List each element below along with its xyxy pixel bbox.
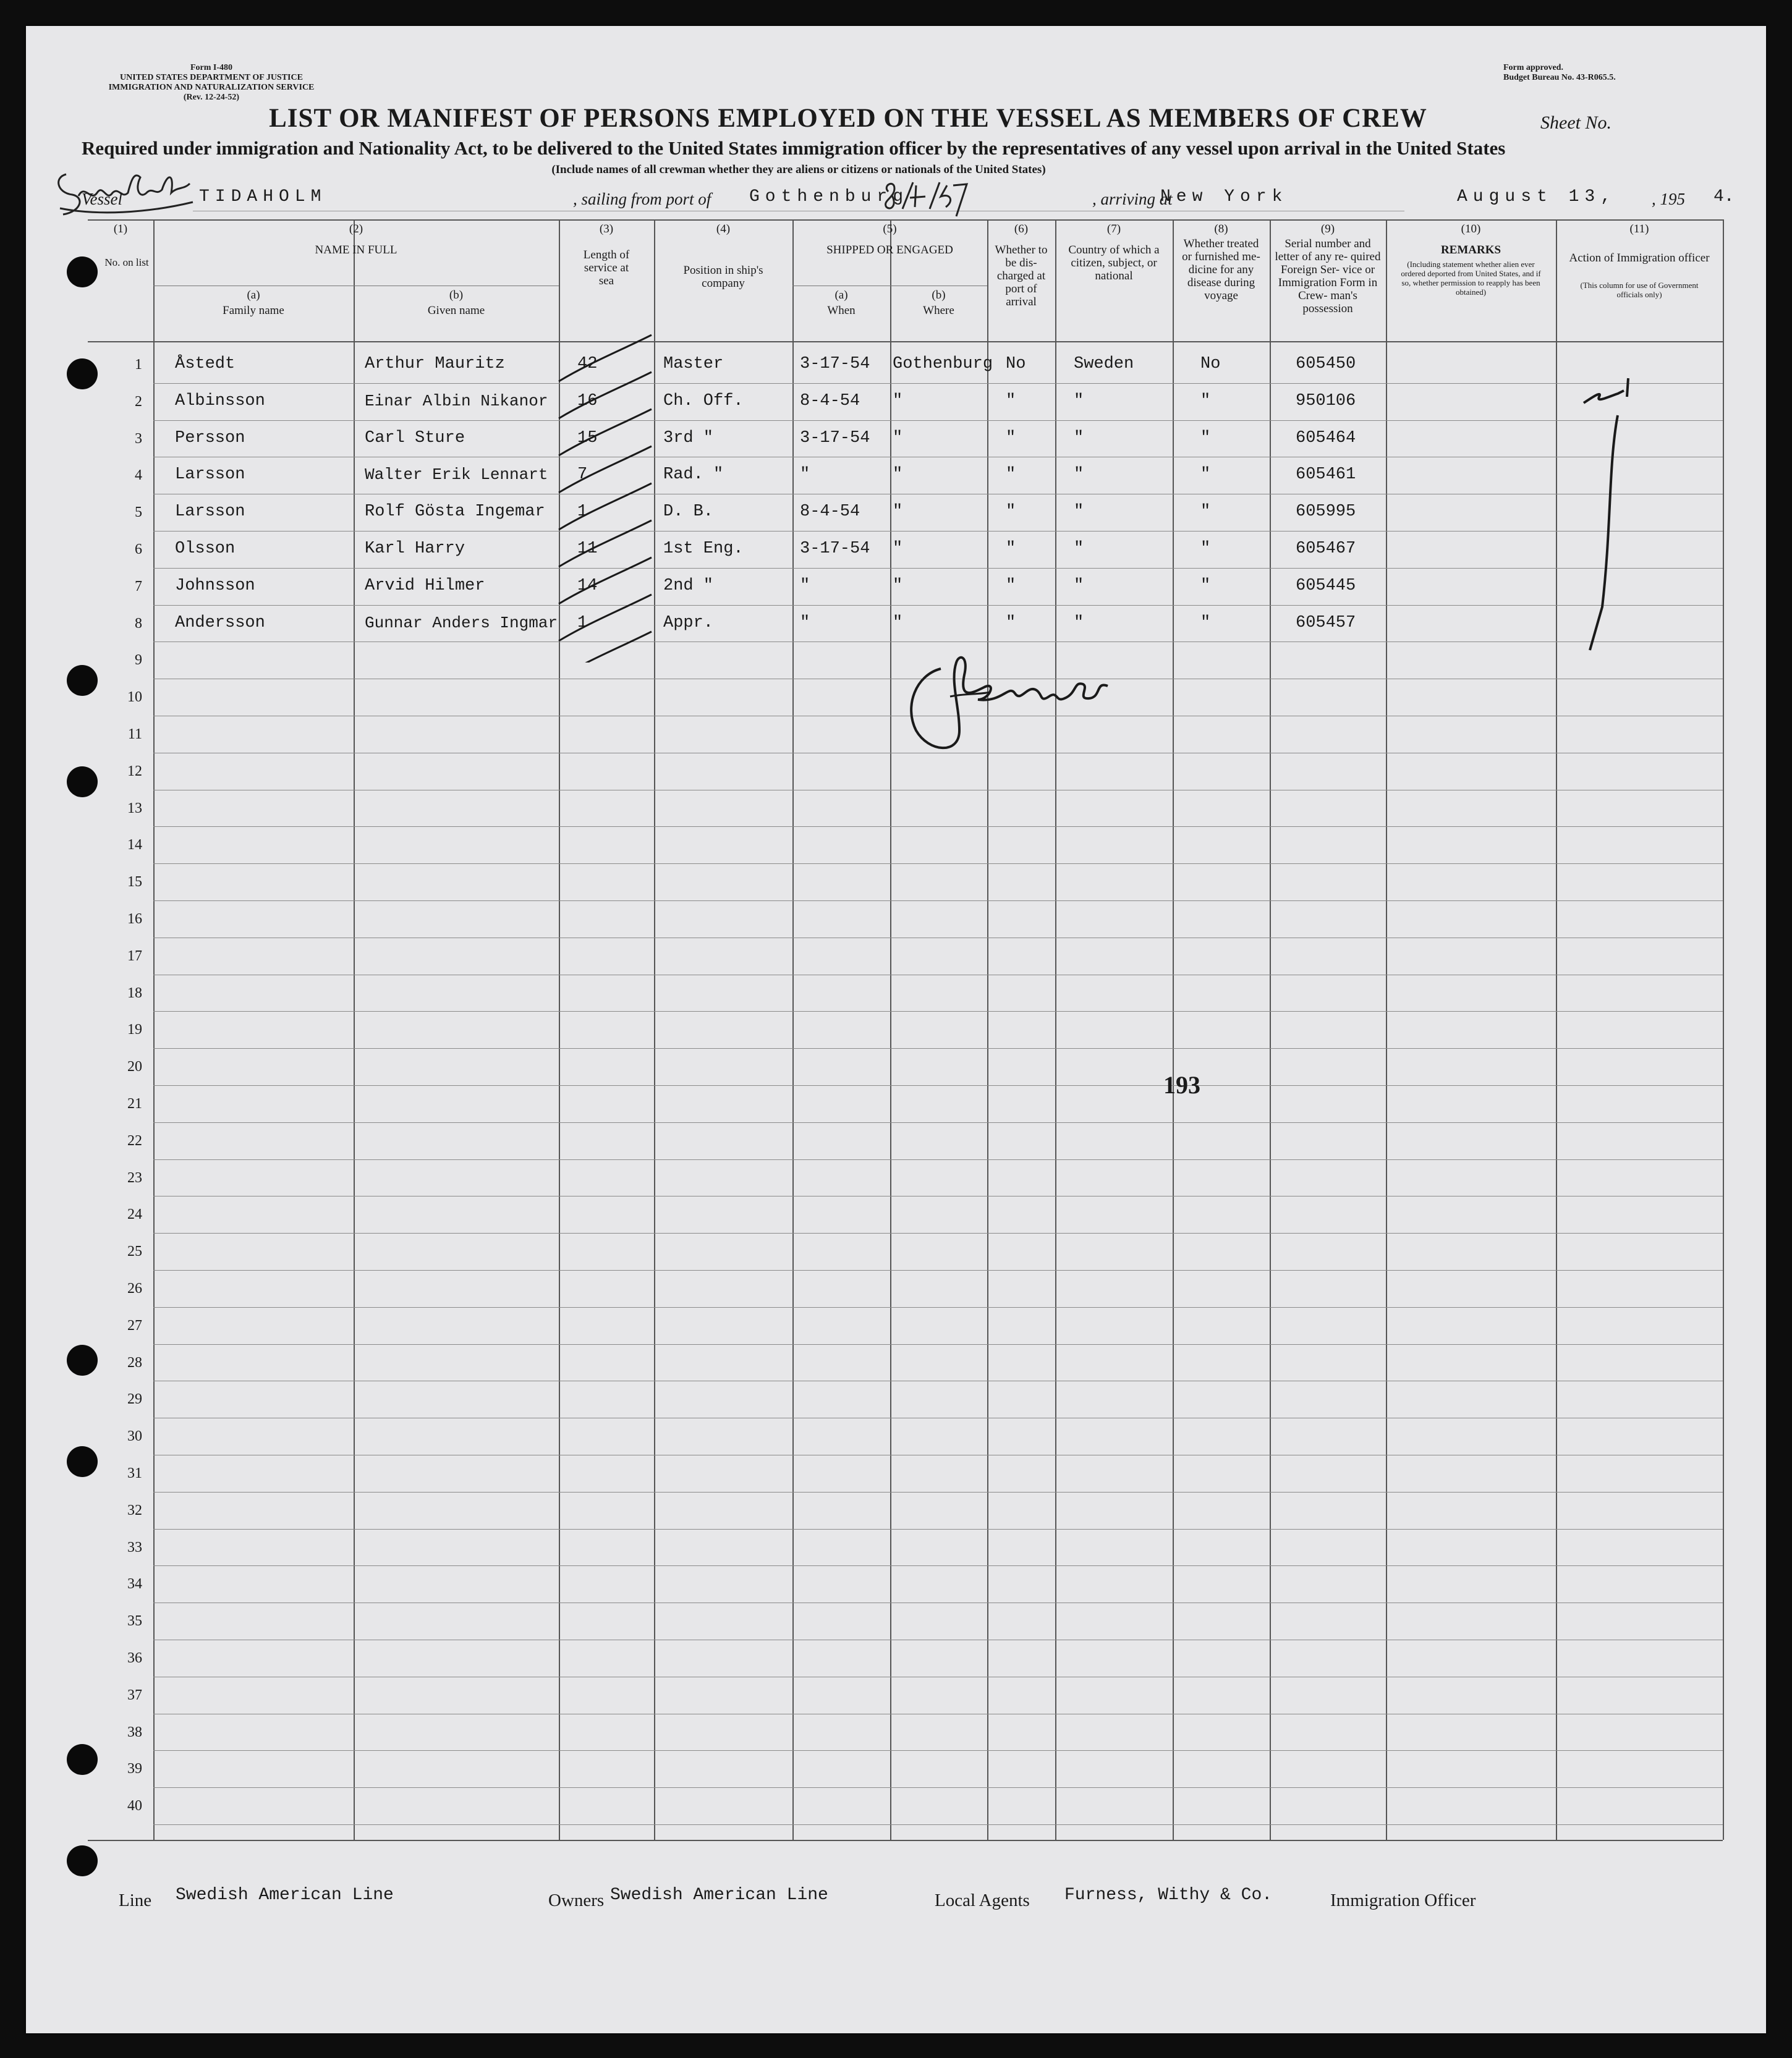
shipped-when: 8-4-54 (800, 502, 860, 522)
column-divider (792, 219, 794, 1840)
col9-number: (9) (1320, 222, 1335, 235)
row-rule (153, 1787, 1723, 1788)
handwriting-date-icon (879, 173, 972, 222)
discharge-flag: " (1006, 576, 1016, 595)
row-number: 5 (135, 504, 142, 521)
col3-number: (3) (599, 222, 614, 235)
row-number: 23 (127, 1169, 142, 1186)
row-number: 32 (127, 1502, 142, 1518)
discharge-flag: No (1006, 355, 1026, 373)
shipped-where: " (893, 613, 903, 632)
length-of-service: 11 (577, 540, 598, 558)
serial-number: 605445 (1296, 576, 1356, 595)
row-rule (153, 420, 1723, 421)
discharge-flag: " (1006, 502, 1016, 522)
row-number: 24 (127, 1206, 142, 1223)
country: " (1074, 502, 1084, 522)
length-of-service: 42 (577, 355, 598, 373)
row-number: 26 (127, 1281, 142, 1297)
shipped-where: " (893, 465, 903, 485)
family-name: Albinsson (175, 391, 265, 410)
punch-hole (67, 1845, 98, 1876)
shipped-when: 3-17-54 (800, 355, 870, 373)
form-revision: (Rev. 12-24-52) (183, 93, 240, 102)
manifest-footer (63, 1883, 1732, 1914)
col10-number: (10) (1461, 222, 1481, 235)
shipped-where: " (893, 540, 903, 558)
row-rule (153, 383, 1723, 384)
table-bottom-border (88, 1840, 1723, 1841)
row-rule (153, 1159, 1723, 1160)
col2-number: (2) (349, 222, 363, 235)
col4-header: Position in ship's company (683, 264, 763, 290)
row-number: 18 (127, 985, 142, 1001)
shipped-where: Gothenburg (893, 355, 993, 373)
col9-header: Serial number and letter of any re- quired Foreign Ser- vice or Immigration Form in Crew- man's possession (1275, 237, 1381, 315)
signature (891, 650, 1151, 771)
col5a-header: When (827, 304, 856, 317)
country: " (1074, 391, 1084, 410)
length-of-service: 15 (577, 428, 598, 447)
given-name: Carl Sture (365, 428, 465, 447)
punch-hole (67, 665, 98, 696)
country: Sweden (1074, 355, 1134, 373)
line-value: Swedish American Line (176, 1886, 394, 1905)
treated-flag: " (1200, 428, 1211, 447)
form-identifier (82, 63, 341, 103)
row-number: 8 (135, 615, 142, 632)
discharge-flag: " (1006, 428, 1016, 447)
serial-number: 605464 (1296, 428, 1356, 447)
country: " (1074, 613, 1084, 632)
col5-header: SHIPPED OR ENGAGED (826, 243, 953, 256)
family-name: Larsson (175, 502, 245, 522)
family-name: Åstedt (175, 355, 236, 373)
punch-hole (67, 256, 98, 287)
col11-header: Action of Immigration officer (1569, 252, 1710, 265)
owners-value: Swedish American Line (610, 1886, 828, 1905)
serial-number: 605461 (1296, 465, 1356, 485)
row-rule (153, 826, 1723, 827)
row-number: 20 (127, 1059, 142, 1075)
arrival-date: August 13, (1457, 187, 1617, 206)
punch-hole (67, 358, 98, 389)
agents-value: Furness, Withy & Co. (1064, 1886, 1273, 1905)
column-divider (1173, 219, 1174, 1840)
row-number: 10 (127, 689, 142, 706)
row-rule (153, 1270, 1723, 1271)
row-rule (153, 1529, 1723, 1530)
row-rule (153, 863, 1723, 864)
position: D. B. (663, 502, 714, 522)
strike-mark (559, 632, 652, 663)
position: Rad. " (663, 465, 724, 485)
row-rule (153, 900, 1723, 901)
serial-number: 605467 (1296, 540, 1356, 558)
shipped-where: " (893, 391, 903, 410)
punch-hole (67, 766, 98, 797)
column-divider (987, 219, 988, 1840)
strike-mark (559, 335, 652, 381)
form-number: Form I-480 (190, 63, 233, 72)
col2a-letter: (a) (247, 289, 260, 302)
column-divider (1723, 219, 1724, 1840)
serial-number: 605457 (1296, 613, 1356, 632)
row-number: 39 (127, 1761, 142, 1777)
length-of-service: 14 (577, 576, 598, 595)
col1-header: No. on list (104, 256, 149, 268)
signature-scribble-icon (891, 650, 1151, 768)
shipped-where: " (893, 576, 903, 595)
col2-header: NAME IN FULL (315, 243, 397, 256)
shipped-when: " (800, 613, 810, 632)
col5b-letter: (b) (932, 289, 946, 302)
row-number: 40 (127, 1798, 142, 1815)
col10-header: REMARKS (1440, 243, 1501, 256)
length-of-service: 1 (577, 502, 588, 522)
row-number: 11 (127, 726, 142, 742)
shipped-when: 8-4-54 (800, 391, 860, 410)
sailing-port: Gothenburg (749, 187, 909, 206)
col2a-header: Family name (223, 304, 284, 317)
row-number: 31 (127, 1465, 142, 1481)
strike-mark (559, 409, 652, 455)
row-rule (153, 568, 1723, 569)
row-rule (153, 1307, 1723, 1308)
strike-mark (559, 483, 652, 530)
arriving-label: , arriving at (1092, 190, 1173, 208)
row-number: 7 (135, 578, 142, 595)
column-divider (354, 219, 355, 1840)
punch-hole (67, 1744, 98, 1775)
discharge-flag: " (1006, 613, 1016, 632)
treated-flag: " (1200, 502, 1211, 522)
given-name: Arthur Mauritz (365, 355, 505, 373)
row-number: 28 (127, 1354, 142, 1371)
row-number: 27 (127, 1317, 142, 1334)
row-number: 19 (127, 1022, 142, 1038)
treated-flag: " (1200, 465, 1211, 485)
page-title: LIST OR MANIFEST OF PERSONS EMPLOYED ON THE VESSEL AS MEMBERS OF CREW (269, 104, 1427, 133)
treated-flag: No (1200, 355, 1221, 373)
col2b-header: Given name (427, 304, 485, 317)
sheet-number-label: Sheet No. (1540, 112, 1612, 133)
col5b-header: Where (923, 304, 954, 317)
punch-hole (67, 1446, 98, 1477)
vessel-name: TIDAHOLM (199, 187, 327, 206)
include-note: (Include names of all crewman whether they are aliens or citizens or nationals of the United States) (551, 163, 1046, 176)
position: 3rd " (663, 428, 714, 447)
strike-mark (559, 595, 652, 641)
row-number: 34 (127, 1576, 142, 1593)
budget-approval (1503, 63, 1726, 83)
discharge-flag: " (1006, 391, 1016, 410)
position: Appr. (663, 613, 714, 632)
service-name: IMMIGRATION AND NATURALIZATION SERVICE (108, 83, 315, 92)
shipped-where: " (893, 502, 903, 522)
punch-hole (67, 1345, 98, 1376)
requirement-statement: Required under immigration and Nationality Act, to be delivered to the United States immigration officer by the representatives of any vessel upon arrival in the United States (82, 137, 1506, 159)
shipped-when: " (800, 465, 810, 485)
row-number: 2 (135, 393, 142, 410)
column-divider (1055, 219, 1056, 1840)
col5-number: (5) (883, 222, 897, 235)
column-divider (1270, 219, 1271, 1840)
treated-flag: " (1200, 391, 1211, 410)
year-prefix: , 195 (1652, 190, 1685, 208)
handwritten-date-note (879, 173, 972, 226)
row-rule (153, 1233, 1723, 1234)
strike-mark (559, 446, 652, 493)
position: Master (663, 355, 724, 373)
strike-mark (559, 557, 652, 604)
shipped-when: 3-17-54 (800, 428, 870, 447)
row-number: 12 (127, 763, 142, 779)
col6-number: (6) (1014, 222, 1029, 235)
row-rule (153, 1492, 1723, 1493)
column-divider (153, 219, 155, 1840)
row-number: 13 (127, 800, 142, 816)
country: " (1074, 465, 1084, 485)
arriving-port: New York (1160, 187, 1288, 206)
table-top-border (88, 219, 1723, 221)
row-number: 17 (127, 947, 142, 964)
row-number: 3 (135, 430, 142, 447)
row-number: 15 (127, 874, 142, 891)
row-number: 16 (127, 911, 142, 927)
col3-header: Length of service at sea (583, 248, 630, 287)
row-rule (153, 1750, 1723, 1751)
owners-label: Owners (548, 1891, 605, 1910)
sailing-label: , sailing from port of (573, 190, 711, 208)
handwritten-count: 193 (1163, 1071, 1200, 1099)
approval-line: Form approved. (1503, 63, 1563, 72)
country: " (1074, 540, 1084, 558)
row-number: 30 (127, 1428, 142, 1445)
given-name: Gunnar Anders Ingmar (365, 613, 558, 632)
treated-flag: " (1200, 613, 1211, 632)
row-number: 1 (135, 357, 142, 373)
vessel-label: Vessel (82, 190, 122, 208)
col4-number: (4) (716, 222, 731, 235)
budget-bureau-line: Budget Bureau No. 43-R065.5. (1503, 73, 1616, 82)
family-name: Olsson (175, 540, 236, 558)
row-rule (153, 1122, 1723, 1123)
position: 2nd " (663, 576, 714, 595)
row-number: 14 (127, 837, 142, 853)
length-of-service: 1 (577, 613, 588, 632)
tick-marks-icon (1565, 372, 1658, 656)
row-number: 33 (127, 1539, 142, 1556)
family-name: Johnsson (175, 576, 255, 595)
row-number: 22 (127, 1132, 142, 1149)
col8-header: Whether treated or furnished me- dicine for any disease during voyage (1182, 237, 1260, 302)
row-rule (153, 1011, 1723, 1012)
position: 1st Eng. (663, 540, 744, 558)
row-number: 6 (135, 541, 142, 557)
serial-number: 605995 (1296, 502, 1356, 522)
row-rule (153, 605, 1723, 606)
col1-number: (1) (113, 222, 128, 235)
row-number: 35 (127, 1613, 142, 1630)
country: " (1074, 428, 1084, 447)
row-number: 37 (127, 1687, 142, 1703)
position: Ch. Off. (663, 391, 744, 410)
length-of-service: 16 (577, 391, 598, 410)
column-divider (890, 219, 891, 1840)
column-divider (1556, 219, 1557, 1840)
given-name: Arvid Hilmer (365, 576, 485, 595)
manifest-page (26, 26, 1766, 2033)
agents-label: Local Agents (935, 1891, 1030, 1910)
year-typed: 4. (1713, 187, 1735, 206)
immigration-officer-label: Immigration Officer (1330, 1891, 1476, 1910)
line-label: Line (119, 1891, 152, 1910)
row-rule (153, 1048, 1723, 1049)
row-rule (153, 1344, 1723, 1345)
officer-tick-marks (1565, 372, 1658, 659)
department-name: UNITED STATES DEPARTMENT OF JUSTICE (120, 73, 303, 82)
given-name: Walter Erik Lennart (365, 465, 548, 485)
serial-number: 605450 (1296, 355, 1356, 373)
col6-header: Whether to be dis- charged at port of arrival (995, 243, 1048, 308)
col10-note: (Including statement whether alien ever ordered deported from United States, and if so, whether permission to reapply has been obtained) (1401, 260, 1541, 297)
row-rule (153, 1824, 1723, 1825)
shipped-when: " (800, 576, 810, 595)
row-number: 38 (127, 1724, 142, 1740)
col2b-letter: (b) (449, 289, 464, 302)
service-strike-marks-icon (553, 316, 658, 663)
given-name: Karl Harry (365, 540, 465, 558)
shipped-when: 3-17-54 (800, 540, 870, 558)
col5a-letter: (a) (834, 289, 848, 302)
row-number: 9 (135, 652, 142, 669)
discharge-flag: " (1006, 540, 1016, 558)
row-number: 25 (127, 1243, 142, 1260)
col8-number: (8) (1214, 222, 1228, 235)
row-rule (153, 1565, 1723, 1566)
given-name: Rolf Gösta Ingemar (365, 502, 545, 522)
shipped-where: " (893, 428, 903, 447)
row-number: 36 (127, 1650, 142, 1666)
strike-mark (559, 520, 652, 567)
treated-flag: " (1200, 540, 1211, 558)
table-header-border (88, 341, 1723, 342)
row-number: 29 (127, 1391, 142, 1408)
given-name: Einar Albin Nikanor (365, 391, 548, 410)
col7-header: Country of which a citizen, subject, or national (1068, 243, 1160, 282)
family-name: Andersson (175, 613, 265, 632)
col7-number: (7) (1106, 222, 1121, 235)
col11-note: (This column for use of Government officials only) (1580, 281, 1699, 299)
length-of-service: 7 (577, 465, 588, 485)
treated-flag: " (1200, 576, 1211, 595)
row-rule (153, 1085, 1723, 1086)
column-divider (1386, 219, 1387, 1840)
col11-number: (11) (1629, 222, 1649, 235)
family-name: Persson (175, 428, 245, 447)
discharge-flag: " (1006, 465, 1016, 485)
strike-mark (559, 372, 652, 418)
family-name: Larsson (175, 465, 245, 485)
serial-number: 950106 (1296, 391, 1356, 410)
row-number: 21 (127, 1096, 142, 1112)
row-number: 4 (135, 467, 142, 484)
country: " (1074, 576, 1084, 595)
